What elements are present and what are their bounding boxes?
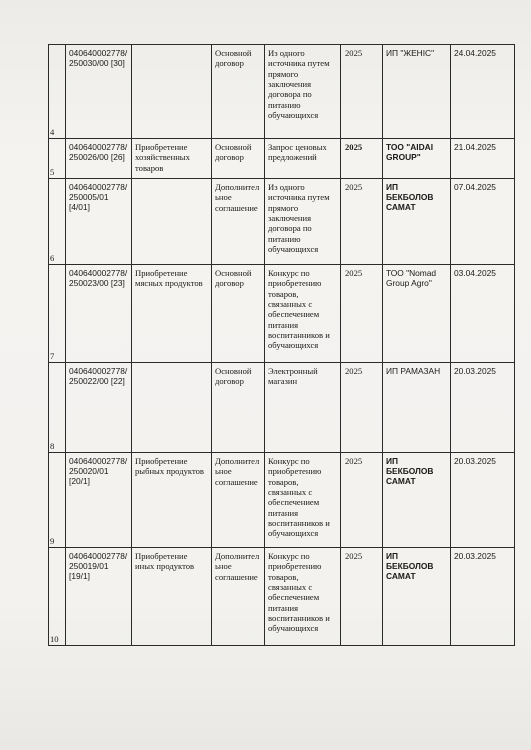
- table-row: [49, 139, 515, 179]
- supplier-name: ТОО "AIDAI GROUP": [383, 139, 451, 179]
- contract-date: 07.04.2025: [451, 179, 515, 265]
- procurement-method: Конкурс по приобретению товаров, связанных с обеспечением питания воспитанников и обучающихся: [265, 265, 341, 363]
- table-row: [49, 179, 515, 265]
- contract-code: 040640002778/ 250022/00 [22]: [66, 363, 132, 453]
- contract-year: 2025: [341, 453, 383, 548]
- contract-date: 20.03.2025: [451, 548, 515, 646]
- procurement-method: Электронный магазин: [265, 363, 341, 453]
- contract-date: 03.04.2025: [451, 265, 515, 363]
- contract-year: 2025: [341, 363, 383, 453]
- purchase-subject: [132, 179, 212, 265]
- contract-code: 040640002778/ 250019/01 [19/1]: [66, 548, 132, 646]
- table-row: [49, 548, 515, 646]
- contract-type: Основной договор: [212, 45, 265, 139]
- purchase-subject: [132, 45, 212, 139]
- contracts-table: [48, 44, 515, 646]
- contract-type: Дополнительное соглашение: [212, 179, 265, 265]
- contract-code: 040640002778/ 250005/01 [4/01]: [66, 179, 132, 265]
- row-number: 7: [49, 265, 66, 363]
- supplier-name: ИП БЕКБОЛОВ САМАТ: [383, 548, 451, 646]
- row-number: 10: [49, 548, 66, 646]
- contract-type: Основной договор: [212, 265, 265, 363]
- purchase-subject: Приобретение иных продуктов: [132, 548, 212, 646]
- procurement-method: Конкурс по приобретению товаров, связанных с обеспечением питания воспитанников и обучающихся: [265, 453, 341, 548]
- purchase-subject: Приобретение рыбных продуктов: [132, 453, 212, 548]
- row-number: 9: [49, 453, 66, 548]
- contract-year: 2025: [341, 548, 383, 646]
- contract-year: 2025: [341, 265, 383, 363]
- contract-type: Дополнительное соглашение: [212, 453, 265, 548]
- contract-date: 20.03.2025: [451, 363, 515, 453]
- supplier-name: ИП БЕКБОЛОВ САМАТ: [383, 179, 451, 265]
- row-number: 6: [49, 179, 66, 265]
- procurement-method: Конкурс по приобретению товаров, связанных с обеспечением питания воспитанников и обучающихся: [265, 548, 341, 646]
- contract-date: 24.04.2025: [451, 45, 515, 139]
- contract-type: Основной договор: [212, 363, 265, 453]
- contract-year: 2025: [341, 139, 383, 179]
- procurement-method: Из одного источника путем прямого заключения договора по питанию обучающихся: [265, 179, 341, 265]
- supplier-name: ТОО "Nomad Group Agro": [383, 265, 451, 363]
- contract-date: 21.04.2025: [451, 139, 515, 179]
- table-row: [49, 45, 515, 139]
- row-number: 8: [49, 363, 66, 453]
- row-number: 5: [49, 139, 66, 179]
- table-row: [49, 363, 515, 453]
- supplier-name: ИП БЕКБОЛОВ САМАТ: [383, 453, 451, 548]
- contract-year: 2025: [341, 179, 383, 265]
- contract-code: 040640002778/ 250026/00 [26]: [66, 139, 132, 179]
- purchase-subject: [132, 363, 212, 453]
- row-number: 4: [49, 45, 66, 139]
- procurement-method: Из одного источника путем прямого заключения договора по питанию обучающихся: [265, 45, 341, 139]
- contract-type: Дополнительное соглашение: [212, 548, 265, 646]
- procurement-method: Запрос ценовых предложений: [265, 139, 341, 179]
- contract-code: 040640002778/ 250030/00 [30]: [66, 45, 132, 139]
- contract-date: 20.03.2025: [451, 453, 515, 548]
- table-row: [49, 265, 515, 363]
- contract-code: 040640002778/ 250020/01 [20/1]: [66, 453, 132, 548]
- contract-code: 040640002778/ 250023/00 [23]: [66, 265, 132, 363]
- supplier-name: ИП "ЖЕНІС": [383, 45, 451, 139]
- table-row: [49, 453, 515, 548]
- contract-year: 2025: [341, 45, 383, 139]
- contract-type: Основной договор: [212, 139, 265, 179]
- purchase-subject: Приобретение мясных продуктов: [132, 265, 212, 363]
- purchase-subject: Приобретение хозяйственных товаров: [132, 139, 212, 179]
- supplier-name: ИП РАМАЗАН: [383, 363, 451, 453]
